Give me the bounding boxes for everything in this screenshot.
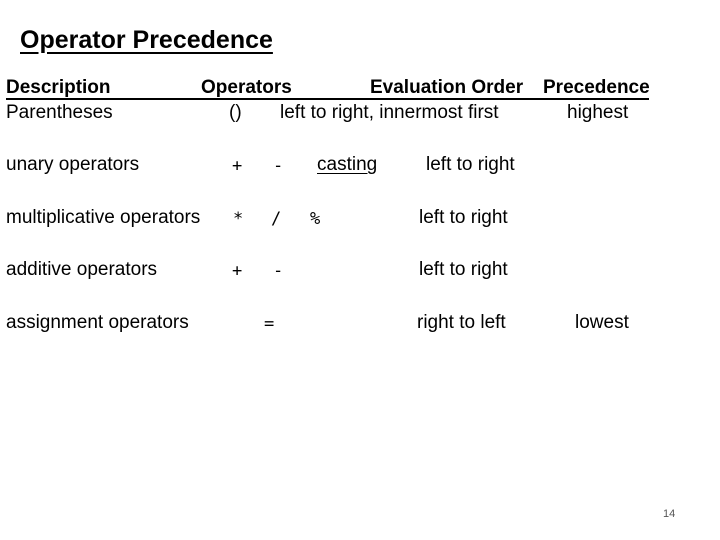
row-description: additive operators [6, 259, 158, 280]
row-description: unary operators [6, 154, 140, 175]
row-operator: / [271, 209, 282, 229]
row-precedence: lowest [575, 312, 629, 333]
row-operator: - [273, 156, 284, 176]
row-operator: - [273, 261, 284, 281]
row-evaluation-order: left to right [419, 207, 508, 228]
row-description: multiplicative operators [6, 207, 201, 228]
header-precedence: Precedence [543, 77, 650, 98]
row-operator: + [232, 156, 243, 176]
row-operator: * [233, 209, 244, 229]
row-operator: casting [317, 154, 378, 175]
row-description: Parentheses [6, 102, 113, 123]
row-evaluation-order: left to right [426, 154, 515, 175]
row-evaluation-order: left to right, innermost first [280, 102, 499, 123]
row-operator: % [310, 209, 321, 229]
row-description: assignment operators [6, 312, 189, 333]
header-description: Description [6, 77, 111, 98]
row-evaluation-order: left to right [419, 259, 508, 280]
row-operator: = [264, 314, 275, 334]
page-number: 14 [663, 508, 676, 520]
header-evaluation-order: Evaluation Order [370, 77, 524, 98]
page-title: Operator Precedence [20, 26, 273, 54]
row-evaluation-order: right to left [417, 312, 506, 333]
row-operator: () [229, 102, 242, 123]
row-precedence: highest [567, 102, 629, 123]
header-underline [6, 98, 649, 100]
row-operator: + [232, 261, 243, 281]
header-operators: Operators [201, 77, 292, 98]
